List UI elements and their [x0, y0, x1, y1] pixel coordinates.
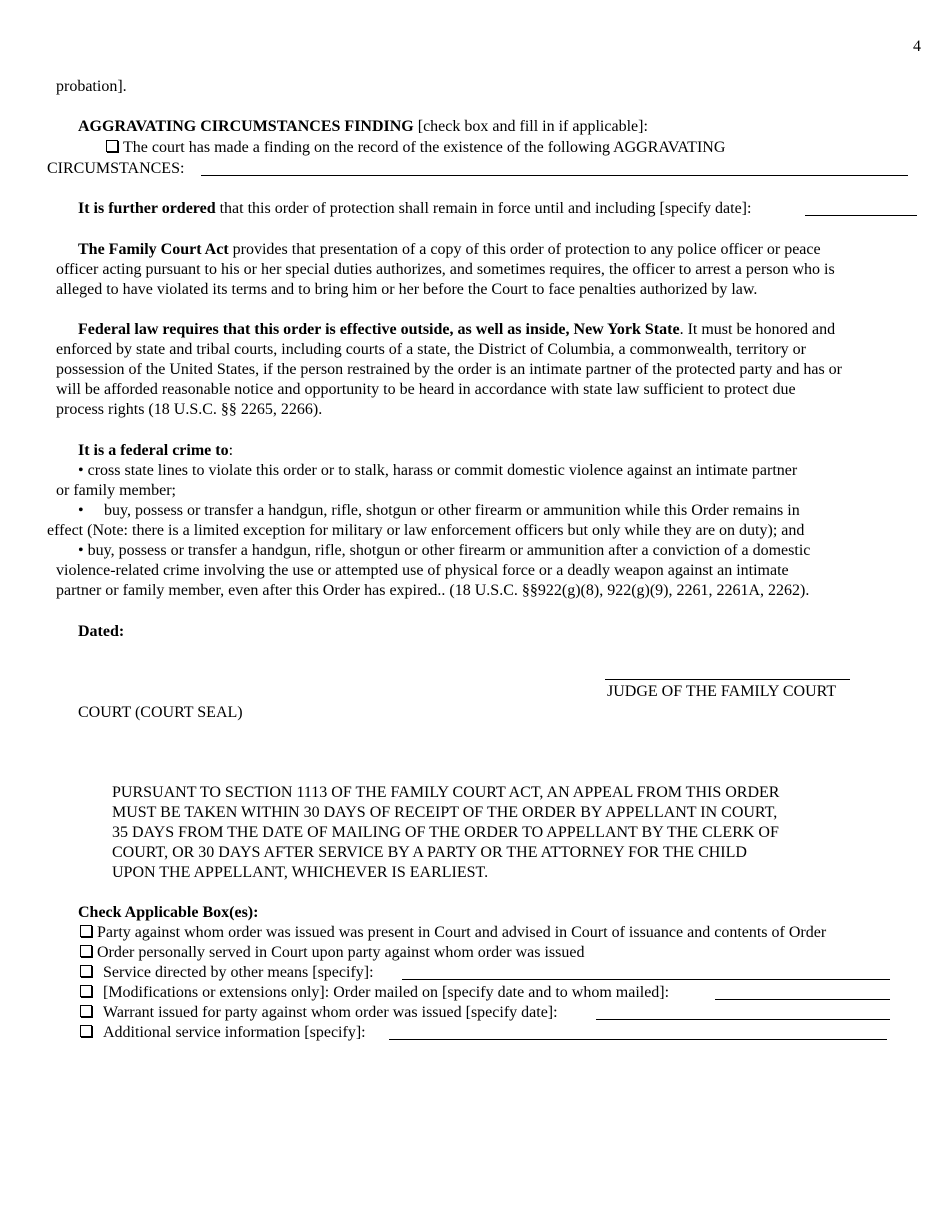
check-boxes-heading-text: Check Applicable Box(es): — [78, 904, 259, 921]
probation-tail: probation]. — [56, 78, 127, 95]
check-item-additional-box[interactable] — [80, 1025, 92, 1037]
check-item-additional-text: Additional service information [specify]: — [103, 1024, 366, 1041]
federal-crime-colon: : — [228, 442, 234, 459]
check-item-present-text: Party against whom order was issued was present in Court and advised in Court of issuance and contents of Order — [97, 924, 827, 941]
court-seal-label: COURT (COURT SEAL) — [78, 704, 243, 721]
aggravating-instruction: [check box and fill in if applicable]: — [413, 118, 648, 135]
check-item-present-box[interactable] — [80, 925, 92, 937]
federal-law-line-5: process rights (18 U.S.C. §§ 2265, 2266). — [56, 401, 323, 418]
federal-crime-heading-line — [78, 441, 233, 461]
federal-law-lead: Federal law requires that this order is effective outside, as well as inside, New York State — [78, 321, 680, 338]
federal-crime-bullet-3-line-1: • buy, possess or transfer a handgun, rifle, shotgun or other firearm or ammunition after a conviction of a domestic — [78, 542, 811, 559]
federal-law-line-1 — [78, 320, 835, 340]
fca-text-1: provides that presentation of a copy of this order of protection to any police officer or peace — [228, 241, 821, 258]
check-item-warrant-box[interactable] — [80, 1005, 92, 1017]
check-item-mailed-text: [Modifications or extensions only]: Order mailed on [specify date and to whom mailed]: — [103, 984, 670, 1001]
federal-crime-bullet-3-line-2: violence-related crime involving the use or attempted use of physical force or a deadly weapon against an intimate — [56, 562, 789, 579]
federal-crime-bullet-2-line-1: buy, possess or transfer a handgun, rifle, shotgun or other firearm or ammunition while this Order remains in — [104, 502, 800, 519]
aggravating-continuation: CIRCUMSTANCES: — [47, 160, 185, 177]
federal-crime-bullet-2-marker: • — [78, 502, 84, 519]
check-item-mailed-line[interactable] — [715, 999, 890, 1000]
aggravating-line — [78, 117, 648, 137]
appeal-notice-line-1: PURSUANT TO SECTION 1113 OF THE FAMILY COURT ACT, AN APPEAL FROM THIS ORDER — [112, 784, 780, 801]
fca-line-3: alleged to have violated its terms and to bring him or her before the Court to face penalties authorized by law. — [56, 281, 758, 298]
federal-law-line-2: enforced by state and tribal courts, including courts of a state, the District of Columbia, a commonwealth, territory or — [56, 341, 807, 358]
check-item-other-means-box[interactable] — [80, 965, 92, 977]
further-ordered-text: that this order of protection shall remain in force until and including [specify date]: — [215, 200, 752, 217]
appeal-notice-line-2: MUST BE TAKEN WITHIN 30 DAYS OF RECEIPT OF THE ORDER BY APPELLANT IN COURT, — [112, 804, 778, 821]
federal-crime-bullet-2-line-2: effect (Note: there is a limited exception for military or law enforcement officers but only while they are on duty); and — [47, 522, 805, 539]
federal-law-text-1: . It must be honored and — [679, 321, 836, 338]
dated-label — [78, 622, 124, 642]
check-boxes-heading — [78, 903, 258, 923]
appeal-notice-line-3: 35 DAYS FROM THE DATE OF MAILING OF THE ORDER TO APPELLANT BY THE CLERK OF — [112, 824, 779, 841]
fca-lead: The Family Court Act — [78, 241, 229, 258]
aggravating-heading: AGGRAVATING CIRCUMSTANCES FINDING — [78, 118, 414, 135]
appeal-notice-line-5: UPON THE APPELLANT, WHICHEVER IS EARLIEST. — [112, 864, 489, 881]
check-item-present — [80, 923, 826, 943]
check-item-other-means — [80, 963, 374, 983]
further-ordered-lead: It is further ordered — [78, 200, 216, 217]
check-item-other-means-line[interactable] — [402, 979, 890, 980]
judge-label: JUDGE OF THE FAMILY COURT — [607, 683, 837, 700]
check-item-served-in-court — [80, 943, 584, 963]
further-ordered-date-line[interactable] — [805, 215, 917, 216]
check-item-served-in-court-text: Order personally served in Court upon party against whom order was issued — [97, 944, 585, 961]
aggravating-fill-line[interactable] — [201, 175, 908, 176]
dated-label-text: Dated: — [78, 623, 125, 640]
check-item-mailed — [80, 983, 669, 1003]
federal-law-line-3: possession of the United States, if the person restrained by the order is an intimate partner of the protected party and has or — [56, 361, 842, 378]
federal-crime-bullet-1-line-2: or family member; — [56, 482, 176, 499]
federal-law-line-4: will be afforded reasonable notice and opportunity to be heard in accordance with state law sufficient to protect due — [56, 381, 796, 398]
check-item-other-means-text: Service directed by other means [specify]: — [103, 964, 374, 981]
federal-crime-bullet-1-line-1: • cross state lines to violate this order or to stalk, harass or commit domestic violence against an intimate partner — [78, 462, 798, 479]
check-item-additional — [80, 1023, 366, 1043]
appeal-notice-line-4: COURT, OR 30 DAYS AFTER SERVICE BY A PARTY OR THE ATTORNEY FOR THE CHILD — [112, 844, 747, 861]
check-item-mailed-box[interactable] — [80, 985, 92, 997]
check-item-warrant-line[interactable] — [596, 1019, 890, 1020]
further-ordered-line — [78, 199, 751, 219]
aggravating-checkbox-row — [106, 138, 725, 158]
aggravating-checkbox[interactable] — [106, 140, 118, 152]
check-item-warrant-text: Warrant issued for party against whom order was issued [specify date]: — [103, 1004, 558, 1021]
federal-crime-bullet-3-line-3: partner or family member, even after this Order has expired.. (18 U.S.C. §§922(g)(8), 922(g)(9), 2261, 2261A, 2262). — [56, 582, 810, 599]
check-item-served-in-court-box[interactable] — [80, 945, 92, 957]
fca-line-2: officer acting pursuant to his or her special duties authorizes, and sometimes requires, the officer to arrest a person who is — [56, 261, 835, 278]
fca-line-1 — [78, 240, 821, 260]
page-number: 4 — [913, 38, 921, 55]
federal-crime-heading: It is a federal crime to — [78, 442, 229, 459]
check-item-warrant — [80, 1003, 558, 1023]
aggravating-checkbox-text: The court has made a finding on the record of the existence of the following AGGRAVATING — [123, 139, 726, 156]
check-item-additional-line[interactable] — [389, 1039, 887, 1040]
judge-signature-line[interactable] — [605, 679, 850, 680]
